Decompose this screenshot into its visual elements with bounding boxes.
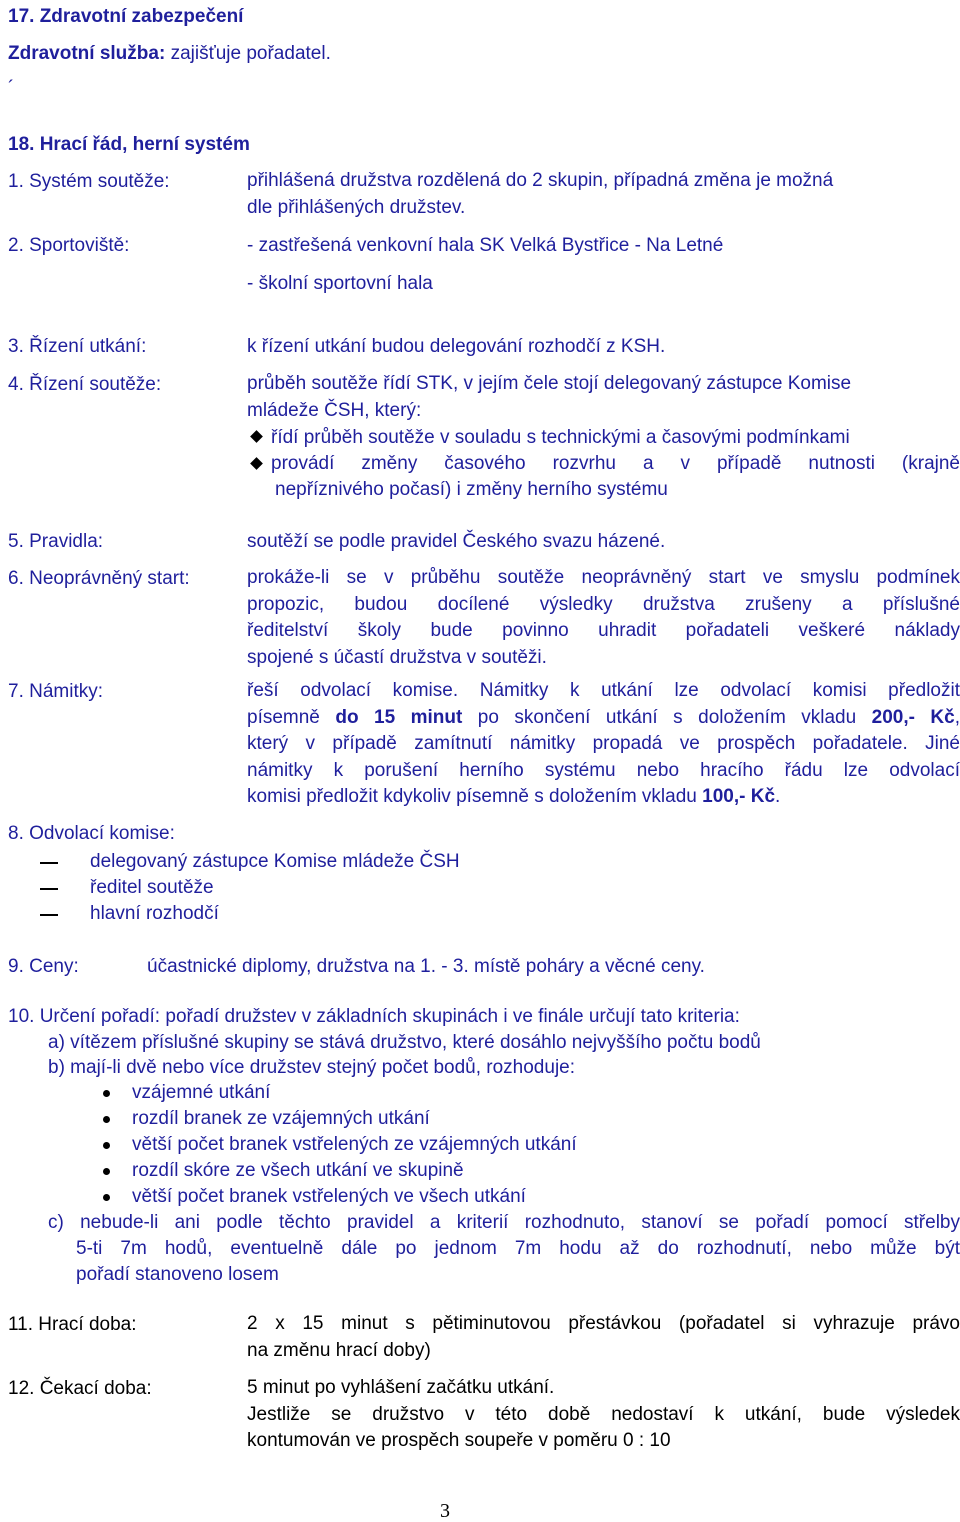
bullet-dot-icon bbox=[103, 1090, 110, 1097]
item-12-line: 5 minut po vyhlášení začátku utkání. bbox=[247, 1377, 555, 1398]
item-7-label: 7. Námitky: bbox=[8, 681, 104, 702]
diamond-bullet-icon bbox=[250, 430, 263, 443]
item-4-bullet-1 bbox=[252, 427, 850, 449]
item-6-label: 6. Neoprávněný start: bbox=[8, 568, 190, 589]
item-7-line: řeší odvolací komise. Námitky k utkání lze odvolací komisi předložit bbox=[247, 680, 960, 701]
item-3-text: k řízení utkání budou delegování rozhodčí z KSH. bbox=[247, 336, 666, 357]
item-12-line: kontumován ve prospěch soupeře v poměru 0 : 10 bbox=[247, 1430, 671, 1451]
item-11-label: 11. Hrací doba: bbox=[8, 1314, 137, 1335]
item-4-bullet-2 bbox=[252, 453, 960, 475]
health-service-text: zajišťuje pořadatel. bbox=[165, 43, 331, 64]
item-7-line: námitky k porušení herního systému nebo hracího řádu lze odvolací bbox=[247, 759, 960, 781]
item-7-line: který v případě zamítnutí námitky propadá ve prospěch pořadatele. Jiné bbox=[247, 733, 960, 754]
criterion-item: vzájemné utkání bbox=[132, 1082, 271, 1103]
item-6-line: propozic, budou docílené výsledky družstva zrušeny a příslušné bbox=[247, 593, 960, 615]
bullet-dot-icon bbox=[103, 1194, 110, 1201]
section-18-heading: 18. Hrací řád, herní systém bbox=[8, 134, 250, 155]
item-4-bullet-text: provádí změny časového rozvrhu a v případě nutnosti (krajně bbox=[271, 453, 960, 474]
committee-member: hlavní rozhodčí bbox=[90, 903, 219, 924]
item-8-label: 8. Odvolací komise: bbox=[8, 823, 175, 844]
item-5-text: soutěží se podle pravidel Českého svazu házené. bbox=[247, 531, 666, 552]
deposit-bold: 200,- Kč bbox=[871, 706, 955, 728]
item-10-c-cont: pořadí stanoveno losem bbox=[76, 1264, 279, 1285]
criterion-item: rozdíl skóre ze všech utkání ve skupině bbox=[132, 1160, 464, 1181]
item-4-bullet-2-cont: nepříznivého počasí) i změny herního systému bbox=[275, 479, 668, 500]
item-3-label: 3. Řízení utkání: bbox=[8, 336, 147, 357]
item-12-label: 12. Čekací doba: bbox=[8, 1378, 152, 1399]
item-4-text bbox=[247, 371, 960, 424]
bullet-dot-icon bbox=[103, 1116, 110, 1123]
item-6-line: spojené s účastí družstva v soutěži. bbox=[247, 646, 547, 668]
committee-member: delegovaný zástupce Komise mládeže ČSH bbox=[90, 851, 460, 872]
item-2-line-2: - školní sportovní hala bbox=[247, 273, 433, 294]
item-6-line: ředitelství školy bude povinno uhradit pořadateli veškeré náklady bbox=[247, 620, 960, 641]
item-4-bullet-text: řídí průběh soutěže v souladu s technickými a časovými podmínkami bbox=[271, 427, 850, 448]
dash-bullet-icon bbox=[40, 862, 58, 864]
item-11-line: na změnu hrací doby) bbox=[247, 1339, 431, 1361]
item-2-label: 2. Sportoviště: bbox=[8, 235, 130, 256]
diamond-bullet-icon bbox=[250, 457, 263, 470]
item-4-label: 4. Řízení soutěže: bbox=[8, 374, 162, 395]
item-10-c: c) nebude-li ani podle těchto pravidel a kriterií rozhodnuto, stanoví se pořadí pomocí střelby bbox=[48, 1212, 960, 1233]
item-6-line: prokáže-li se v průběhu soutěže neoprávněný start ve smyslu podmínek bbox=[247, 567, 960, 588]
health-service-line bbox=[8, 43, 331, 65]
item-11-line: 2 x 15 minut s pětiminutovou přestávkou (pořadatel si vyhrazuje právo bbox=[247, 1313, 960, 1334]
item-2-line-1: - zastřešená venkovní hala SK Velká Bystřice - Na Letné bbox=[247, 235, 724, 256]
item-10-label: 10. Určení pořadí: bbox=[8, 1006, 161, 1027]
item-1-line: přihlášená družstva rozdělená do 2 skupin, případná změna je možná bbox=[247, 170, 834, 191]
item-7-text-part: komisi předložit kdykoliv písemně s doložením vkladu bbox=[247, 786, 703, 807]
bullet-dot-icon bbox=[103, 1142, 110, 1149]
item-7-text-part: písemně bbox=[247, 706, 336, 728]
item-1-text bbox=[247, 168, 960, 221]
item-10-c-cont: 5-ti 7m hodů, eventuelně dále po jednom 7m hodu až do rozhodnutí, nebo může být bbox=[76, 1238, 960, 1259]
item-9-label: 9. Ceny: bbox=[8, 956, 79, 977]
item-12-text bbox=[247, 1375, 960, 1455]
item-12-line: Jestliže se družstvo v této době nedostaví k utkání, bude výsledek bbox=[247, 1403, 960, 1425]
item-7-line bbox=[247, 784, 960, 811]
stray-mark: ´ bbox=[8, 78, 15, 99]
item-9-text: účastnické diplomy, družstva na 1. - 3. místě poháry a věcné ceny. bbox=[147, 956, 705, 977]
committee-member: ředitel soutěže bbox=[90, 877, 214, 898]
item-7-text bbox=[247, 678, 960, 811]
deadline-bold: do 15 minut bbox=[335, 706, 463, 728]
item-7-text-part: . bbox=[775, 786, 781, 807]
criterion-item: rozdíl branek ze vzájemných utkání bbox=[132, 1108, 430, 1129]
item-5-label: 5. Pravidla: bbox=[8, 531, 104, 552]
bullet-dot-icon bbox=[103, 1168, 110, 1175]
criterion-item: větší počet branek vstřelených ze vzájemných utkání bbox=[132, 1134, 577, 1155]
item-4-line: průběh soutěže řídí STK, v jejím čele stojí delegovaný zástupce Komise bbox=[247, 373, 852, 394]
item-7-text-part: po skončení utkání s doložením vkladu bbox=[462, 706, 872, 728]
item-10-intro: pořadí družstev v základních skupinách i ve finále určují tato kriteria: bbox=[160, 1006, 740, 1027]
item-4-line: mládeže ČSH, který: bbox=[247, 399, 422, 421]
item-1-label: 1. Systém soutěže: bbox=[8, 171, 170, 192]
item-1-line: dle přihlášených družstev. bbox=[247, 196, 466, 218]
section-17-heading: 17. Zdravotní zabezpečení bbox=[8, 6, 244, 27]
item-7-text-part: , bbox=[954, 706, 960, 728]
dash-bullet-icon bbox=[40, 888, 58, 890]
criterion-item: větší počet branek vstřelených ve všech utkání bbox=[132, 1186, 526, 1207]
item-11-text bbox=[247, 1311, 960, 1364]
health-service-label: Zdravotní služba: bbox=[8, 43, 166, 64]
deposit-bold: 100,- Kč bbox=[702, 786, 776, 807]
item-7-line bbox=[247, 705, 960, 732]
item-10-a: a) vítězem příslušné skupiny se stává družstvo, které dosáhlo nejvyššího počtu bodů bbox=[48, 1032, 761, 1053]
dash-bullet-icon bbox=[40, 914, 58, 916]
page-number: 3 bbox=[440, 1500, 450, 1522]
item-6-text bbox=[247, 565, 960, 671]
item-10-b: b) mají-li dvě nebo více družstev stejný počet bodů, rozhoduje: bbox=[48, 1057, 576, 1078]
item-10-heading bbox=[8, 1006, 740, 1028]
